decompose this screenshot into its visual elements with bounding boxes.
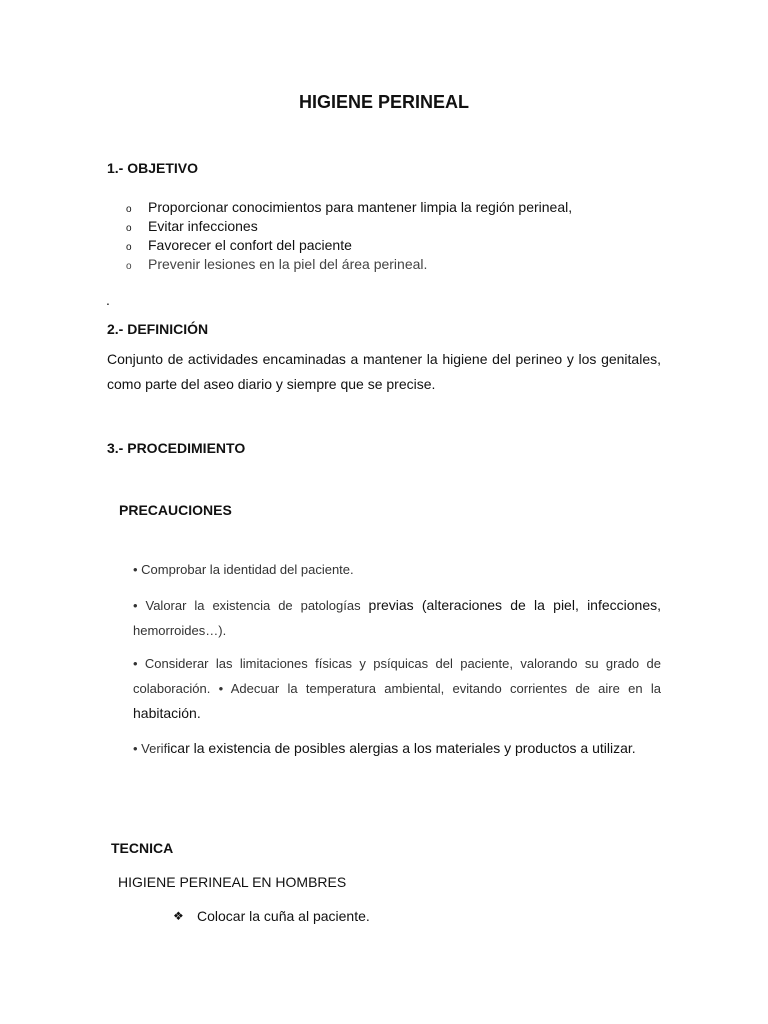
section-heading-objetivo: 1.- OBJETIVO (107, 160, 199, 176)
precaution-text: hemorroides…). (133, 622, 227, 638)
list-item-text: Proporcionar conocimientos para mantener limpia la región perineal, (148, 199, 573, 215)
list-item-text: Prevenir lesiones en la piel del área perineal. (148, 256, 428, 272)
bullet-marker: o (126, 242, 132, 253)
definition-paragraph: Conjunto de actividades encaminadas a mantener la higiene del perineo y los genitales, como parte del aseo diario y siempre que se precise. (107, 351, 661, 392)
list-item (126, 198, 572, 217)
precaution-text: • Considerar las limitaciones físicas y psíquicas del paciente, valorando su grado de colaboración. • Adecuar la temperatura ambiental, evitando corrientes de aire en la (133, 656, 661, 696)
section-heading-definicion: 2.- DEFINICIÓN (107, 321, 209, 337)
technique-subheading: HIGIENE PERINEAL EN HOMBRES (118, 874, 347, 890)
precaution-item (133, 558, 661, 583)
precaution-item (133, 652, 661, 727)
list-item (173, 908, 370, 924)
subsection-heading-precauciones: PRECAUCIONES (119, 502, 232, 518)
subsection-heading-tecnica: TECNICA (111, 840, 174, 856)
precaution-item (133, 593, 661, 643)
list-item-text: Colocar la cuña al paciente. (197, 908, 370, 924)
list-item (126, 255, 572, 274)
section-heading-procedimiento: 3.- PROCEDIMIENTO (107, 440, 246, 456)
diamond-bullet-icon: ❖ (173, 909, 184, 923)
list-item (126, 217, 572, 236)
precaution-text: icar la existencia de posibles alergias a los materiales y productos a utilizar. (167, 740, 636, 756)
precaution-text: • Verif (133, 741, 168, 756)
bullet-marker: o (126, 223, 132, 234)
precaution-text: • Valorar la existencia de patologías (133, 598, 369, 613)
bullet-marker: o (126, 261, 132, 272)
list-item (126, 236, 572, 255)
precaution-item (133, 736, 661, 762)
precaution-text: previas (alteraciones de la piel, infecciones, (368, 597, 661, 613)
objective-list (126, 198, 572, 274)
precaution-text: • Comprobar la identidad del paciente. (133, 562, 354, 577)
document-title: HIGIENE PERINEAL (298, 92, 470, 112)
list-item-text: Evitar infecciones (148, 218, 258, 234)
list-item-text: Favorecer el confort del paciente (148, 237, 352, 253)
precaution-text: habitación. (133, 705, 201, 721)
bullet-marker: o (126, 204, 132, 215)
stray-mark: . (106, 292, 110, 308)
